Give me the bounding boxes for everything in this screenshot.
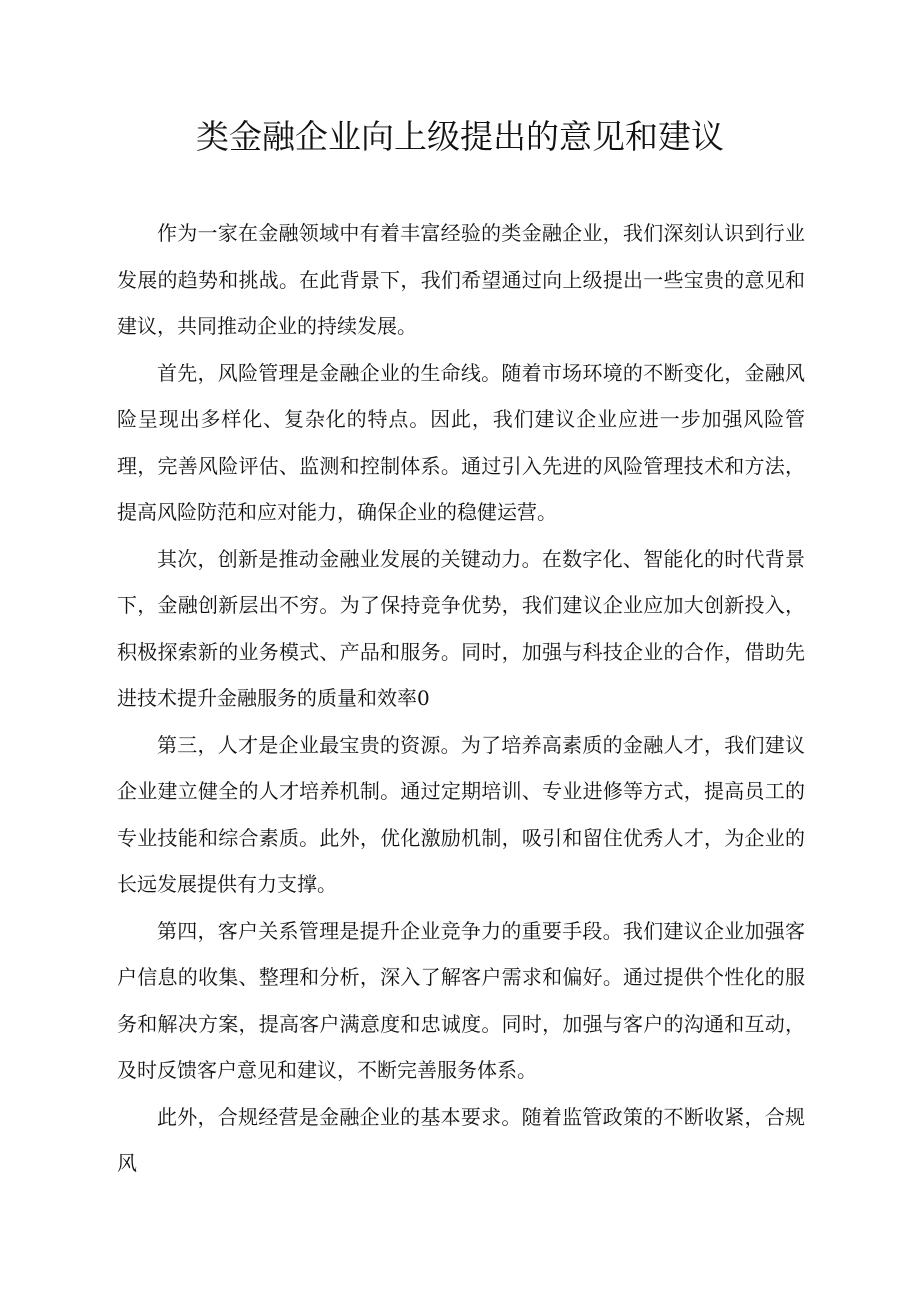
paragraph-risk-management: 首先，风险管理是金融企业的生命线。随着市场环境的不断变化，金融风险呈现出多样化、复杂化的特点。因此，我们建议企业应进一步加强风险管理，完善风险评估、监测和控制体系。通过引入先进的风险管理技术和方法，提高风险防范和应对能力，确保企业的稳健运营。 [117,360,805,524]
paragraph-intro: 作为一家在金融领域中有着丰富经验的类金融企业，我们深刻认识到行业发展的趋势和挑战。在此背景下，我们希望通过向上级提出一些宝贵的意见和建议，共同推动企业的持续发展。 [117,221,805,338]
paragraph-innovation: 其次，创新是推动金融业发展的关键动力。在数字化、智能化的时代背景下，金融创新层出不穷。为了保持竞争优势，我们建议企业应加大创新投入，积极探索新的业务模式、产品和服务。同时，加强与科技企业的合作，借助先进技术提升金融服务的质量和效率0 [117,546,805,710]
paragraph-talent: 第三，人才是企业最宝贵的资源。为了培养高素质的金融人才，我们建议企业建立健全的人才培养机制。通过定期培训、专业进修等方式，提高员工的专业技能和综合素质。此外，优化激励机制，吸引和留住优秀人才，为企业的长远发展提供有力支撑。 [117,732,805,896]
document-title: 类金融企业向上级提出的意见和建议 [196,117,724,156]
paragraph-compliance: 此外，合规经营是金融企业的基本要求。随着监管政策的不断收紧，合规风 [117,1104,805,1175]
paragraph-customer-relations: 第四，客户关系管理是提升企业竞争力的重要手段。我们建议企业加强客户信息的收集、整理和分析，深入了解客户需求和偏好。通过提供个性化的服务和解决方案，提高客户满意度和忠诚度。同时，加强与客户的沟通和互动，及时反馈客户意见和建议，不断完善服务体系。 [117,918,805,1082]
document-body [117,210,805,1187]
